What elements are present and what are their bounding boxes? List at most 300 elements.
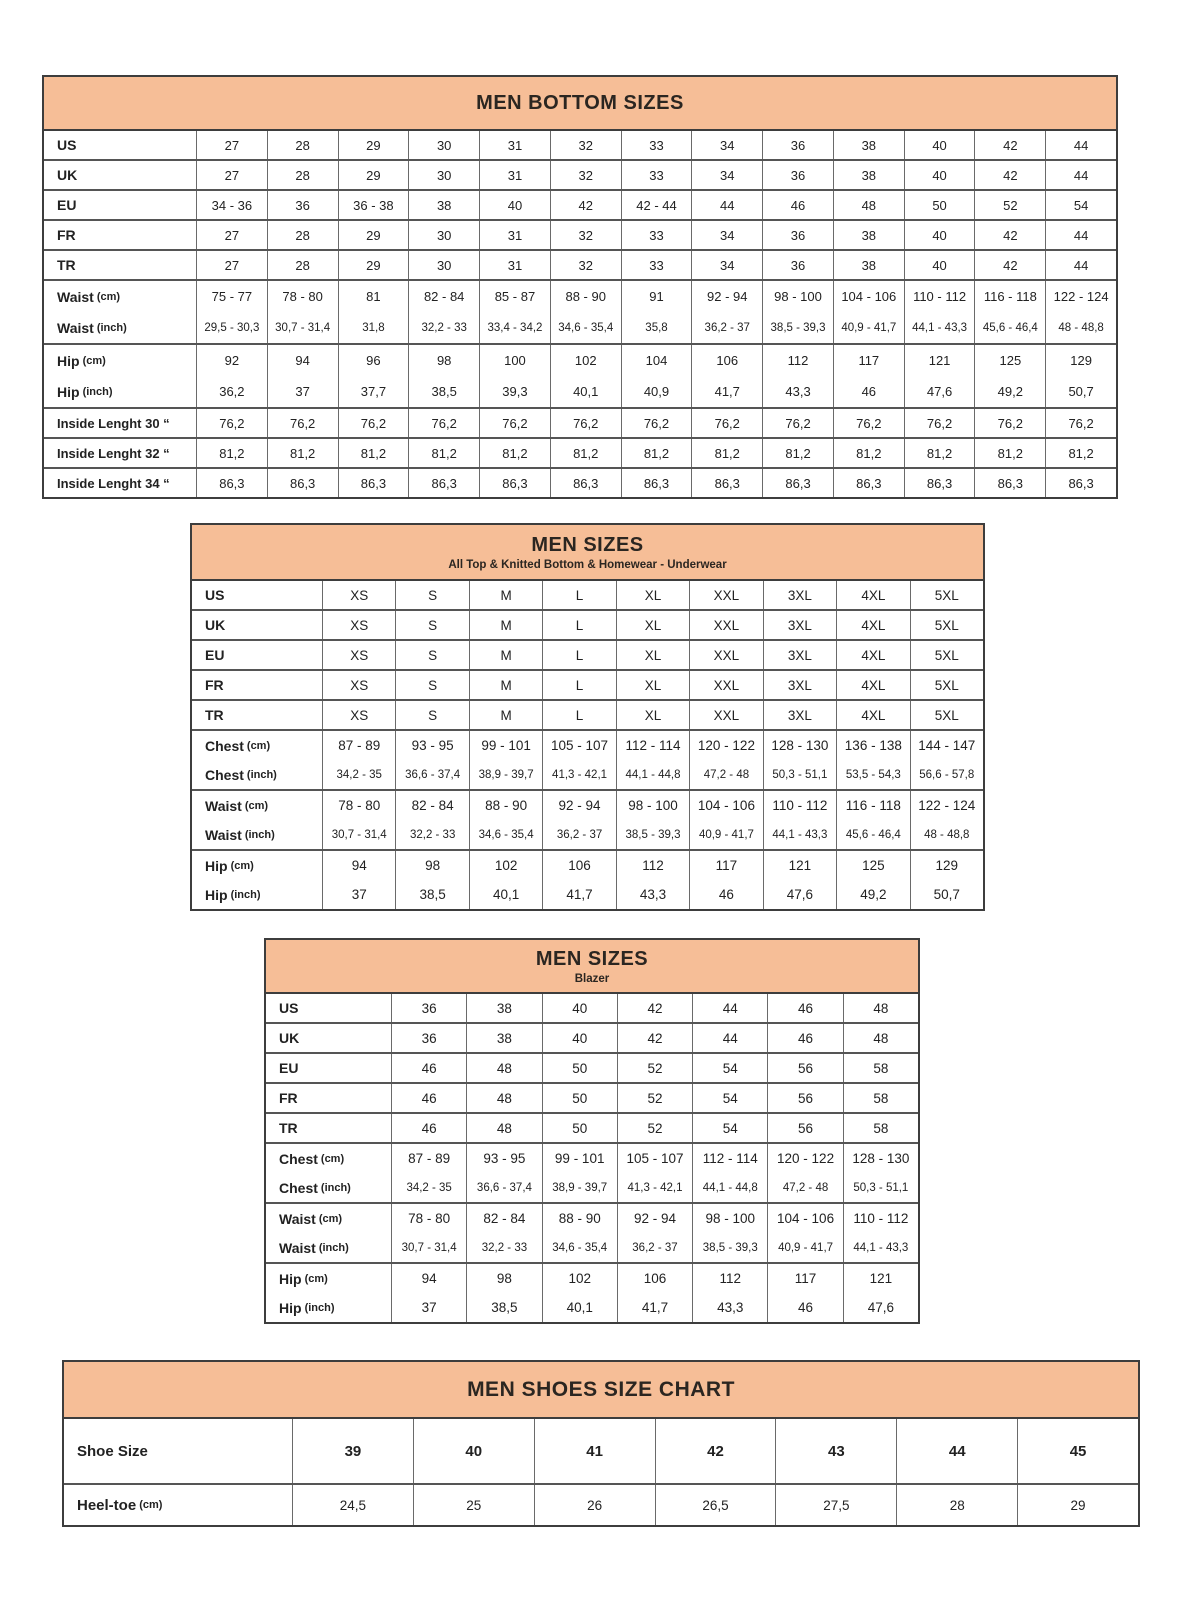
- value-cell: 3XL: [763, 611, 836, 639]
- value-cell: 34 - 36: [196, 191, 267, 219]
- value-cell: 81,2: [691, 439, 762, 467]
- value-cell: 5XL: [910, 701, 983, 729]
- value-cell: 94: [267, 345, 338, 376]
- value-cell: 36: [267, 191, 338, 219]
- value-cell: 44: [1045, 221, 1116, 249]
- value-cell: 30: [408, 131, 479, 159]
- value-cell: 106: [542, 851, 615, 880]
- value-cell: 38: [833, 131, 904, 159]
- value-cell: XL: [616, 671, 689, 699]
- value-cell: 48 - 48,8: [1045, 312, 1116, 343]
- value-cell: 36,2 - 37: [691, 312, 762, 343]
- value-cell: 40,1: [550, 376, 621, 407]
- value-cell: 39: [292, 1419, 413, 1483]
- row-group: [192, 581, 983, 609]
- row-group: [192, 609, 983, 639]
- row-label: UK: [279, 1030, 300, 1046]
- value-cell: 86,3: [621, 469, 692, 497]
- row-label: Hip (inch): [57, 383, 113, 400]
- value-cell: 45: [1017, 1419, 1138, 1483]
- value-cell: 31,8: [338, 312, 409, 343]
- value-cell: 93 - 95: [395, 731, 468, 760]
- value-cell: 54: [692, 1084, 767, 1112]
- value-cell: 29: [1017, 1485, 1138, 1525]
- value-cell: 44: [1045, 161, 1116, 189]
- row-label: Chest (cm): [279, 1150, 345, 1167]
- value-cell: XL: [616, 581, 689, 609]
- value-cell: 121: [843, 1264, 918, 1293]
- value-cell: XXL: [689, 701, 762, 729]
- value-cell: 120 - 122: [689, 731, 762, 760]
- value-cell: 38,5 - 39,3: [692, 1233, 767, 1262]
- row-label: TR: [279, 1120, 298, 1136]
- value-cell: 104: [621, 345, 692, 376]
- value-cell: 38,5: [466, 1293, 541, 1322]
- value-cell: 76,2: [550, 409, 621, 437]
- value-cell: 36,6 - 37,4: [395, 760, 468, 789]
- table-row: [64, 1485, 1138, 1525]
- value-cell: 38,5 - 39,3: [762, 312, 833, 343]
- value-cell: 44: [1045, 131, 1116, 159]
- value-cell: L: [542, 701, 615, 729]
- value-cell: 50: [904, 191, 975, 219]
- row-group: [64, 1483, 1138, 1525]
- row-group: [266, 1052, 918, 1082]
- value-cell: 102: [469, 851, 542, 880]
- value-cell: 46: [767, 1293, 842, 1322]
- value-cell: M: [469, 641, 542, 669]
- value-cell: 27,5: [775, 1485, 896, 1525]
- value-cell: 28: [267, 251, 338, 279]
- value-cell: 81,2: [550, 439, 621, 467]
- value-cell: 86,3: [479, 469, 550, 497]
- value-cell: 43,3: [692, 1293, 767, 1322]
- men-bottom-sizes-table: [42, 75, 1118, 499]
- value-cell: 76,2: [479, 409, 550, 437]
- row-group: [44, 407, 1116, 437]
- value-cell: 28: [267, 221, 338, 249]
- row-label: FR: [57, 227, 76, 243]
- row-label: UK: [57, 167, 78, 183]
- value-cell: 28: [896, 1485, 1017, 1525]
- row-group: [192, 729, 983, 789]
- value-cell: 122 - 124: [910, 791, 983, 820]
- value-cell: 98 - 100: [692, 1204, 767, 1233]
- value-cell: 44: [1045, 251, 1116, 279]
- table-title: MEN SIZES: [535, 947, 649, 970]
- value-cell: 26: [534, 1485, 655, 1525]
- value-cell: 38,5: [408, 376, 479, 407]
- value-cell: 32,2 - 33: [395, 820, 468, 849]
- value-cell: 28: [267, 161, 338, 189]
- value-cell: 102: [542, 1264, 617, 1293]
- value-cell: 3XL: [763, 581, 836, 609]
- table-row: [44, 221, 1116, 249]
- table-row: [266, 1024, 918, 1052]
- value-cell: 46: [689, 880, 762, 909]
- value-cell: 81,2: [762, 439, 833, 467]
- value-cell: 33: [621, 161, 692, 189]
- row-group: [64, 1419, 1138, 1483]
- value-cell: 34: [691, 131, 762, 159]
- row-label: Hip (cm): [57, 352, 106, 369]
- table-body: [266, 994, 918, 1322]
- value-cell: S: [395, 671, 468, 699]
- value-cell: 58: [843, 1114, 918, 1142]
- value-cell: 34,2 - 35: [322, 760, 395, 789]
- value-cell: 37: [267, 376, 338, 407]
- value-cell: 86,3: [196, 469, 267, 497]
- value-cell: 41,7: [691, 376, 762, 407]
- value-cell: 48: [843, 994, 918, 1022]
- value-cell: 50,3 - 51,1: [843, 1173, 918, 1202]
- table-title: MEN SHOES SIZE CHART: [467, 1377, 735, 1401]
- row-label: US: [57, 137, 77, 153]
- value-cell: 92: [196, 345, 267, 376]
- value-cell: 56: [767, 1114, 842, 1142]
- value-cell: 94: [322, 851, 395, 880]
- value-cell: 43: [775, 1419, 896, 1483]
- value-cell: 36,2 - 37: [542, 820, 615, 849]
- value-cell: 49,2: [974, 376, 1045, 407]
- value-cell: 76,2: [621, 409, 692, 437]
- value-cell: 40: [904, 131, 975, 159]
- value-cell: 26,5: [655, 1485, 776, 1525]
- value-cell: 36,2 - 37: [617, 1233, 692, 1262]
- value-cell: 40,9 - 41,7: [689, 820, 762, 849]
- value-cell: 76,2: [974, 409, 1045, 437]
- value-cell: 32: [550, 161, 621, 189]
- value-cell: 54: [692, 1054, 767, 1082]
- value-cell: 3XL: [763, 701, 836, 729]
- value-cell: 34: [691, 251, 762, 279]
- value-cell: 81,2: [833, 439, 904, 467]
- value-cell: 46: [391, 1084, 466, 1112]
- value-cell: 81,2: [1045, 439, 1116, 467]
- value-cell: M: [469, 671, 542, 699]
- table-row: [192, 671, 983, 699]
- value-cell: 81,2: [408, 439, 479, 467]
- value-cell: 34: [691, 161, 762, 189]
- value-cell: 30,7 - 31,4: [267, 312, 338, 343]
- row-group: [44, 249, 1116, 279]
- value-cell: 105 - 107: [542, 731, 615, 760]
- value-cell: 32,2 - 33: [408, 312, 479, 343]
- value-cell: 27: [196, 221, 267, 249]
- value-cell: 54: [1045, 191, 1116, 219]
- table-header: [64, 1362, 1138, 1419]
- row-label: FR: [279, 1090, 298, 1106]
- value-cell: 44: [692, 994, 767, 1022]
- row-group: [44, 159, 1116, 189]
- value-cell: 96: [338, 345, 409, 376]
- row-label: Chest (cm): [205, 737, 271, 754]
- value-cell: 76,2: [1045, 409, 1116, 437]
- value-cell: 128 - 130: [843, 1144, 918, 1173]
- value-cell: 81,2: [974, 439, 1045, 467]
- value-cell: 41: [534, 1419, 655, 1483]
- row-label: Waist (cm): [205, 797, 269, 814]
- value-cell: 86,3: [762, 469, 833, 497]
- value-cell: 54: [692, 1114, 767, 1142]
- value-cell: S: [395, 581, 468, 609]
- value-cell: 110 - 112: [763, 791, 836, 820]
- value-cell: 38: [833, 161, 904, 189]
- value-cell: 86,3: [833, 469, 904, 497]
- table-row: [192, 851, 983, 880]
- value-cell: 99 - 101: [542, 1144, 617, 1173]
- row-group: [192, 849, 983, 909]
- value-cell: 47,2 - 48: [689, 760, 762, 789]
- row-label: US: [205, 587, 225, 603]
- value-cell: 117: [833, 345, 904, 376]
- value-cell: 40,9 - 41,7: [767, 1233, 842, 1262]
- row-label: Chest (inch): [205, 766, 277, 783]
- value-cell: 40: [904, 161, 975, 189]
- value-cell: 42: [974, 131, 1045, 159]
- value-cell: 92 - 94: [542, 791, 615, 820]
- value-cell: 30,7 - 31,4: [322, 820, 395, 849]
- value-cell: 41,7: [617, 1293, 692, 1322]
- row-label: Waist (inch): [279, 1239, 349, 1256]
- value-cell: 48: [843, 1024, 918, 1052]
- row-label: UK: [205, 617, 226, 633]
- value-cell: S: [395, 641, 468, 669]
- row-group: [44, 131, 1116, 159]
- value-cell: 3XL: [763, 641, 836, 669]
- value-cell: L: [542, 611, 615, 639]
- value-cell: 78 - 80: [391, 1204, 466, 1233]
- table-row: [266, 1204, 918, 1233]
- value-cell: 99 - 101: [469, 731, 542, 760]
- value-cell: 38: [408, 191, 479, 219]
- table-row: [44, 439, 1116, 467]
- row-label: EU: [57, 197, 77, 213]
- table-row: [44, 191, 1116, 219]
- value-cell: 41,7: [542, 880, 615, 909]
- value-cell: 32: [550, 221, 621, 249]
- table-row: [44, 312, 1116, 343]
- value-cell: 117: [689, 851, 762, 880]
- value-cell: 36,6 - 37,4: [466, 1173, 541, 1202]
- value-cell: 44: [692, 1024, 767, 1052]
- value-cell: 50,7: [910, 880, 983, 909]
- value-cell: 42: [550, 191, 621, 219]
- table-row: [192, 880, 983, 909]
- row-group: [266, 994, 918, 1022]
- value-cell: L: [542, 581, 615, 609]
- value-cell: M: [469, 581, 542, 609]
- value-cell: 88 - 90: [469, 791, 542, 820]
- value-cell: 24,5: [292, 1485, 413, 1525]
- row-label: Waist (inch): [57, 319, 127, 336]
- value-cell: 116 - 118: [836, 791, 909, 820]
- value-cell: 30,7 - 31,4: [391, 1233, 466, 1262]
- row-group: [266, 1112, 918, 1142]
- value-cell: 52: [617, 1054, 692, 1082]
- value-cell: XS: [322, 671, 395, 699]
- value-cell: 81,2: [479, 439, 550, 467]
- table-header: [266, 940, 918, 994]
- value-cell: 36: [762, 131, 833, 159]
- value-cell: 86,3: [267, 469, 338, 497]
- value-cell: 105 - 107: [617, 1144, 692, 1173]
- value-cell: 76,2: [338, 409, 409, 437]
- value-cell: 31: [479, 161, 550, 189]
- value-cell: 52: [974, 191, 1045, 219]
- value-cell: 100: [479, 345, 550, 376]
- value-cell: 50,7: [1045, 376, 1116, 407]
- value-cell: 36: [762, 221, 833, 249]
- value-cell: 129: [910, 851, 983, 880]
- value-cell: 122 - 124: [1045, 281, 1116, 312]
- value-cell: 76,2: [762, 409, 833, 437]
- table-row: [192, 611, 983, 639]
- value-cell: 76,2: [691, 409, 762, 437]
- value-cell: 4XL: [836, 641, 909, 669]
- value-cell: 52: [617, 1114, 692, 1142]
- value-cell: 104 - 106: [767, 1204, 842, 1233]
- value-cell: 4XL: [836, 581, 909, 609]
- value-cell: 29: [338, 251, 409, 279]
- value-cell: 39,3: [479, 376, 550, 407]
- value-cell: 40: [542, 994, 617, 1022]
- value-cell: 44,1 - 43,3: [843, 1233, 918, 1262]
- value-cell: M: [469, 611, 542, 639]
- value-cell: XS: [322, 641, 395, 669]
- value-cell: 81,2: [338, 439, 409, 467]
- value-cell: 44,1 - 43,3: [763, 820, 836, 849]
- value-cell: 81,2: [904, 439, 975, 467]
- value-cell: 87 - 89: [391, 1144, 466, 1173]
- value-cell: 38: [466, 1024, 541, 1052]
- value-cell: 86,3: [974, 469, 1045, 497]
- row-label: Inside Lenght 34 “: [57, 475, 170, 491]
- value-cell: 125: [974, 345, 1045, 376]
- value-cell: 37,7: [338, 376, 409, 407]
- value-cell: 40,9: [621, 376, 692, 407]
- value-cell: 86,3: [550, 469, 621, 497]
- table-row: [44, 161, 1116, 189]
- value-cell: 35,8: [621, 312, 692, 343]
- table-row: [64, 1419, 1138, 1483]
- value-cell: 40: [413, 1419, 534, 1483]
- value-cell: 40: [904, 221, 975, 249]
- value-cell: 93 - 95: [466, 1144, 541, 1173]
- table-subtitle: Blazer: [574, 972, 610, 985]
- value-cell: 33,4 - 34,2: [479, 312, 550, 343]
- value-cell: 36: [762, 161, 833, 189]
- table-header: [44, 77, 1116, 131]
- value-cell: 46: [391, 1054, 466, 1082]
- value-cell: 38,9 - 39,7: [469, 760, 542, 789]
- value-cell: 110 - 112: [904, 281, 975, 312]
- value-cell: 5XL: [910, 581, 983, 609]
- row-group: [266, 1262, 918, 1322]
- row-label: Chest (inch): [279, 1179, 351, 1196]
- value-cell: 31: [479, 131, 550, 159]
- value-cell: 110 - 112: [843, 1204, 918, 1233]
- value-cell: 106: [617, 1264, 692, 1293]
- value-cell: 30: [408, 221, 479, 249]
- men-sizes-blazer-table: [264, 938, 920, 1324]
- value-cell: 104 - 106: [833, 281, 904, 312]
- value-cell: 94: [391, 1264, 466, 1293]
- value-cell: 45,6 - 46,4: [836, 820, 909, 849]
- table-row: [44, 345, 1116, 376]
- value-cell: XS: [322, 701, 395, 729]
- value-cell: 27: [196, 131, 267, 159]
- table-row: [44, 469, 1116, 497]
- table-row: [44, 409, 1116, 437]
- value-cell: 42: [617, 1024, 692, 1052]
- row-label: Shoe Size: [77, 1442, 148, 1460]
- value-cell: XXL: [689, 611, 762, 639]
- value-cell: 47,6: [904, 376, 975, 407]
- value-cell: 48: [466, 1084, 541, 1112]
- value-cell: 37: [322, 880, 395, 909]
- value-cell: XL: [616, 641, 689, 669]
- value-cell: 112 - 114: [692, 1144, 767, 1173]
- value-cell: 30: [408, 161, 479, 189]
- value-cell: 44,1 - 44,8: [692, 1173, 767, 1202]
- value-cell: 32,2 - 33: [466, 1233, 541, 1262]
- value-cell: 136 - 138: [836, 731, 909, 760]
- value-cell: 106: [691, 345, 762, 376]
- value-cell: 40,1: [542, 1293, 617, 1322]
- value-cell: 88 - 90: [542, 1204, 617, 1233]
- value-cell: M: [469, 701, 542, 729]
- value-cell: 42 - 44: [621, 191, 692, 219]
- value-cell: 38: [833, 221, 904, 249]
- table-row: [266, 1114, 918, 1142]
- value-cell: 41,3 - 42,1: [542, 760, 615, 789]
- value-cell: 42: [617, 994, 692, 1022]
- row-label: Hip (cm): [205, 857, 254, 874]
- value-cell: 4XL: [836, 611, 909, 639]
- value-cell: 81,2: [621, 439, 692, 467]
- value-cell: 47,6: [843, 1293, 918, 1322]
- value-cell: 56,6 - 57,8: [910, 760, 983, 789]
- table-row: [192, 760, 983, 789]
- value-cell: 34,2 - 35: [391, 1173, 466, 1202]
- value-cell: 47,2 - 48: [767, 1173, 842, 1202]
- value-cell: 36: [391, 1024, 466, 1052]
- value-cell: 29,5 - 30,3: [196, 312, 267, 343]
- value-cell: 117: [767, 1264, 842, 1293]
- value-cell: 38,5 - 39,3: [616, 820, 689, 849]
- men-sizes-top-table: [190, 523, 985, 911]
- value-cell: 33: [621, 131, 692, 159]
- value-cell: 36,2: [196, 376, 267, 407]
- value-cell: 86,3: [1045, 469, 1116, 497]
- row-label: Waist (cm): [279, 1210, 343, 1227]
- row-group: [192, 699, 983, 729]
- row-group: [44, 467, 1116, 497]
- value-cell: 40,9 - 41,7: [833, 312, 904, 343]
- value-cell: 33: [621, 251, 692, 279]
- value-cell: 92 - 94: [617, 1204, 692, 1233]
- value-cell: 36: [762, 251, 833, 279]
- value-cell: 48: [466, 1114, 541, 1142]
- value-cell: 46: [762, 191, 833, 219]
- table-row: [192, 701, 983, 729]
- row-label: TR: [57, 257, 76, 273]
- row-label: FR: [205, 677, 224, 693]
- row-label: Inside Lenght 30 “: [57, 415, 170, 431]
- value-cell: 31: [479, 221, 550, 249]
- value-cell: 98 - 100: [762, 281, 833, 312]
